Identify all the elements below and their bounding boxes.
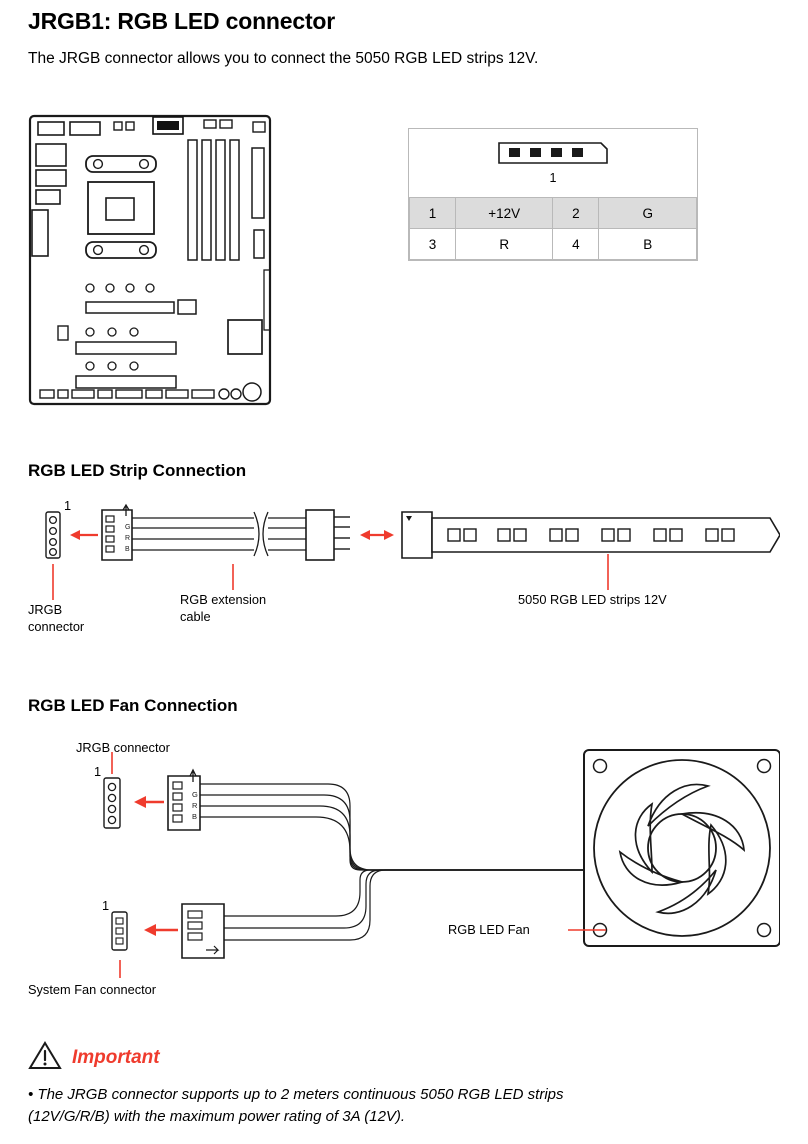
pin-1-label: 1 xyxy=(549,171,557,185)
pin-number: 4 xyxy=(553,229,599,260)
important-bullet-line-2: (12V/G/R/B) with the maximum power rating of 3A (12V). xyxy=(28,1107,406,1125)
caption-system-fan-connector: System Fan connector xyxy=(28,982,157,997)
important-body xyxy=(28,1084,780,1128)
important-title: Important xyxy=(72,1046,160,1068)
svg-text:B: B xyxy=(125,546,130,553)
caption-rgb-extension-cable xyxy=(180,592,266,625)
svg-text:G: G xyxy=(125,524,131,531)
warning-triangle-icon xyxy=(28,1040,62,1075)
caption-line-2: cable xyxy=(180,608,211,624)
svg-text:G: G xyxy=(192,790,198,799)
pin-value: B xyxy=(599,229,697,260)
pinout-table xyxy=(408,128,698,261)
pin-value: +12V xyxy=(455,198,553,229)
important-note xyxy=(28,1040,780,1128)
pin-1-label: 1 xyxy=(94,764,102,779)
motherboard-diagram xyxy=(28,110,273,410)
page-title: JRGB1: RGB LED connector xyxy=(28,8,336,34)
rgb-fan-connection-diagram xyxy=(28,730,780,1020)
important-header xyxy=(28,1040,780,1075)
rgb-strip-connection-diagram xyxy=(28,492,780,672)
table-row xyxy=(410,198,697,229)
caption-line-1: RGB extension xyxy=(180,592,267,607)
caption-line-2: connector xyxy=(28,618,85,634)
pin-assignment-table xyxy=(409,197,697,260)
caption-rgb-led-fan: RGB LED Fan xyxy=(448,922,530,937)
pin-number: 3 xyxy=(410,229,456,260)
pin-value: R xyxy=(455,229,553,260)
caption-line-1: JRGB xyxy=(28,602,63,617)
caption-jrgb-connector xyxy=(28,602,84,635)
table-row xyxy=(410,229,697,260)
svg-text:R: R xyxy=(125,535,131,542)
intro-paragraph: The JRGB connector allows you to connect the 5050 RGB LED strips 12V. xyxy=(28,50,539,67)
fan-section-heading: RGB LED Fan Connection xyxy=(28,696,238,715)
svg-text:R: R xyxy=(192,801,198,810)
pin-1-label: 1 xyxy=(64,498,72,513)
caption-led-strip: 5050 RGB LED strips 12V xyxy=(518,592,667,607)
important-bullet-line-1: • The JRGB connector supports up to 2 meters continuous 5050 RGB LED strips xyxy=(28,1086,564,1103)
svg-text:B: B xyxy=(192,812,198,821)
pin-number: 1 xyxy=(410,198,456,229)
caption-jrgb-connector: JRGB connector xyxy=(76,740,170,755)
connector-drawing xyxy=(497,139,609,172)
pin-number: 2 xyxy=(553,198,599,229)
pin-1-label-fan: 1 xyxy=(102,898,110,913)
strip-section-heading: RGB LED Strip Connection xyxy=(28,461,247,480)
connector-illustration xyxy=(409,129,697,197)
pin-value: G xyxy=(599,198,697,229)
